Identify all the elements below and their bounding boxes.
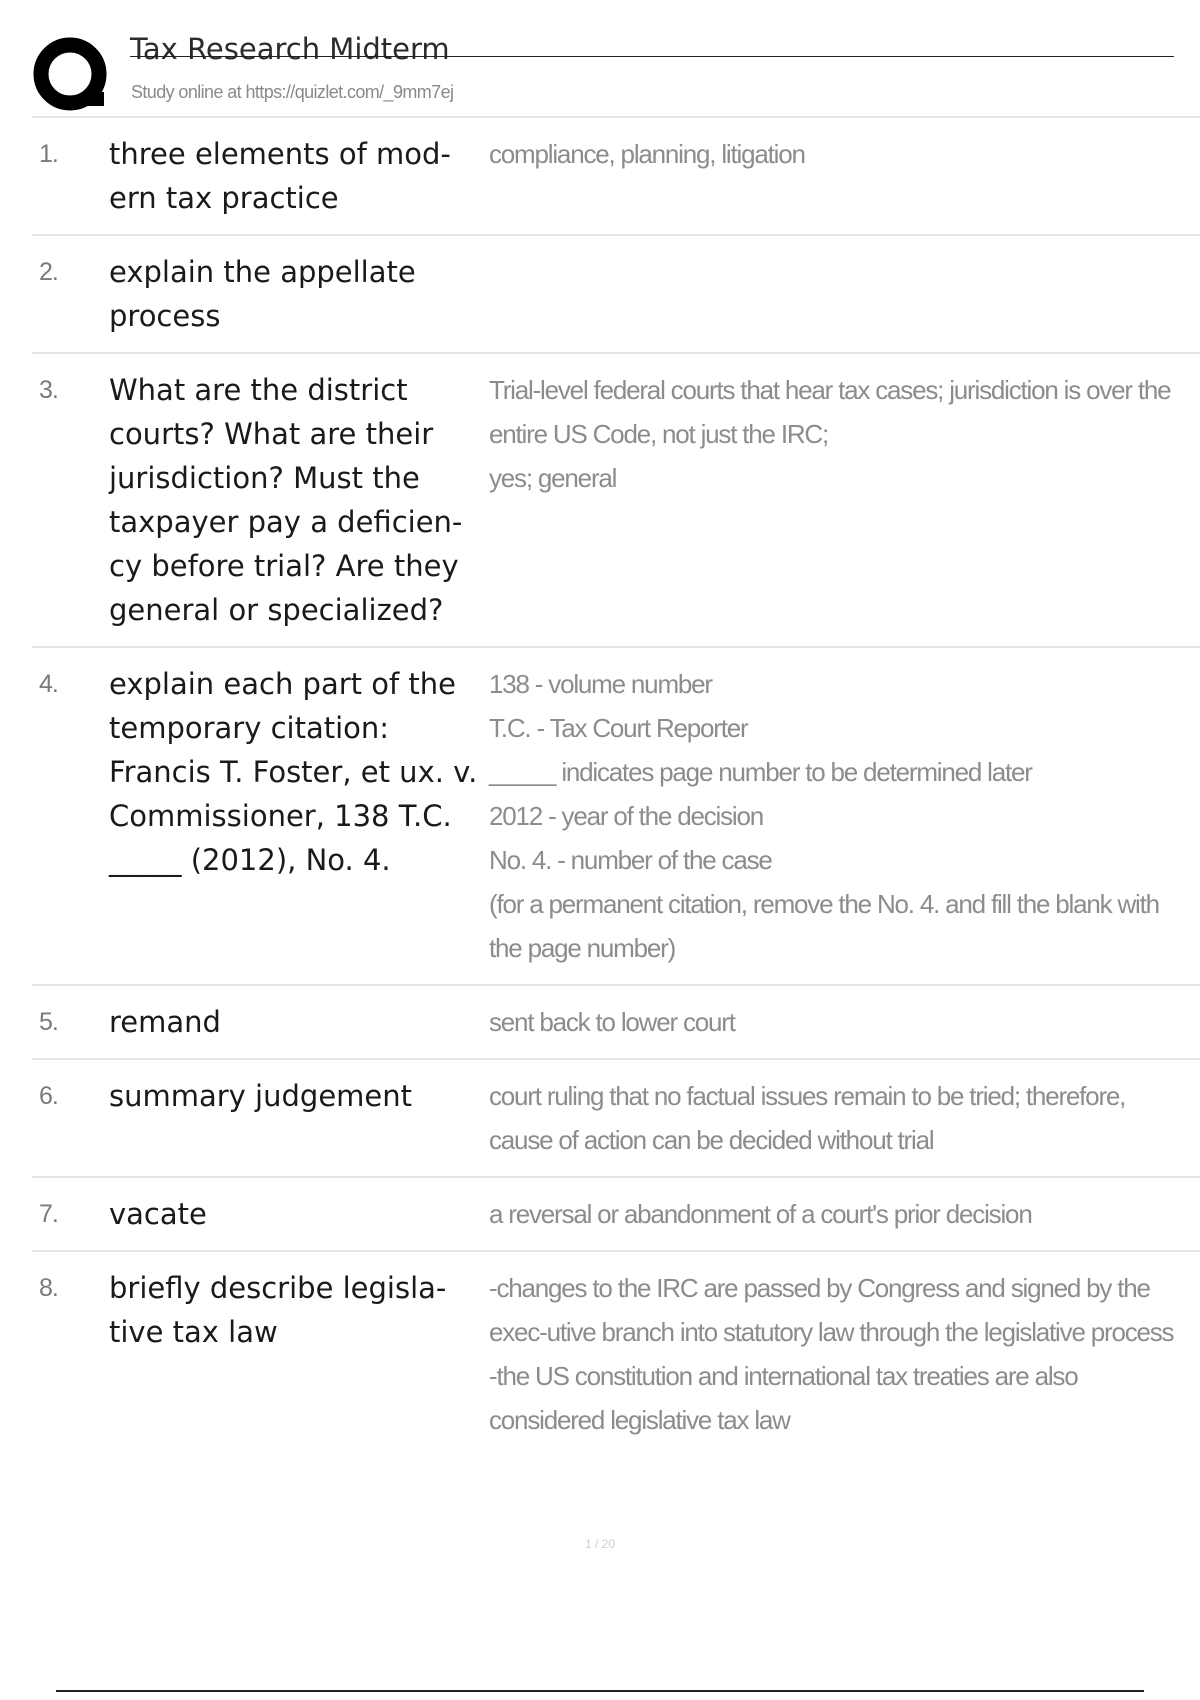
- study-online-link-text: Study online at https://quizlet.com/_9mm7ej: [131, 82, 454, 102]
- footer-divider: [56, 1690, 1144, 1692]
- flashcard-row: [32, 1178, 1200, 1252]
- card-number: 8.: [39, 1274, 58, 1302]
- document-title: Tax Research Midterm: [130, 32, 450, 66]
- flashcard-row: [32, 118, 1200, 236]
- card-number: 5.: [39, 1008, 58, 1036]
- card-term: explain each part of the temporary citation: Francis T. Foster, et ux. v. Commissioner, 138 T.C. _____ (2012), No. 4.: [109, 667, 478, 877]
- flashcard-row: [32, 1060, 1200, 1178]
- card-definition: 138 - volume number T.C. - Tax Court Reporter _____ indicates page number to be determined later 2012 - year of the decision No. 4. - number of the case (for a permanent citation, remove the No. 4. and fill the blank with the page number): [489, 669, 1159, 963]
- card-term: What are the district courts? What are their jurisdiction? Must the taxpayer pay a deficien-cy before trial? Are they general or specialized?: [109, 373, 463, 627]
- title-underline: [130, 56, 1174, 57]
- card-term: remand: [109, 1005, 221, 1039]
- card-definition: court ruling that no factual issues remain to be tried; therefore, cause of action can be decided without trial: [489, 1081, 1126, 1155]
- card-term: summary judgement: [109, 1079, 412, 1113]
- card-definition: -changes to the IRC are passed by Congress and signed by the exec-utive branch into statutory law through the legislative process -the US constitution and international tax treaties are also considered legislative tax law: [489, 1273, 1174, 1435]
- flashcard-row: [32, 1252, 1200, 1456]
- card-number: 7.: [39, 1200, 58, 1228]
- document-header: [32, 30, 1142, 114]
- flashcard-row: [32, 648, 1200, 986]
- card-definition: sent back to lower court: [489, 1007, 735, 1037]
- card-number: 3.: [39, 376, 58, 404]
- card-term: briefly describe legisla-tive tax law: [109, 1271, 447, 1349]
- card-definition: a reversal or abandonment of a court's prior decision: [489, 1199, 1032, 1229]
- quizlet-logo-icon: [32, 36, 112, 116]
- flashcard-list: [32, 116, 1200, 1456]
- card-term: three elements of mod-ern tax practice: [109, 137, 451, 215]
- card-number: 1.: [39, 140, 58, 168]
- card-number: 6.: [39, 1082, 58, 1110]
- flashcard-row: [32, 354, 1200, 648]
- card-number: 4.: [39, 670, 58, 698]
- card-term: vacate: [109, 1197, 207, 1231]
- page-indicator: 1 / 20: [584, 1537, 616, 1551]
- card-number: 2.: [39, 258, 58, 286]
- flashcard-row: [32, 236, 1200, 354]
- card-definition: [486, 250, 1200, 338]
- card-definition: compliance, planning, litigation: [489, 139, 805, 169]
- card-term: explain the appellate process: [109, 255, 416, 333]
- card-definition: Trial-level federal courts that hear tax cases; jurisdiction is over the entire US Code, not just the IRC; yes; general: [489, 375, 1171, 493]
- flashcard-row: [32, 986, 1200, 1060]
